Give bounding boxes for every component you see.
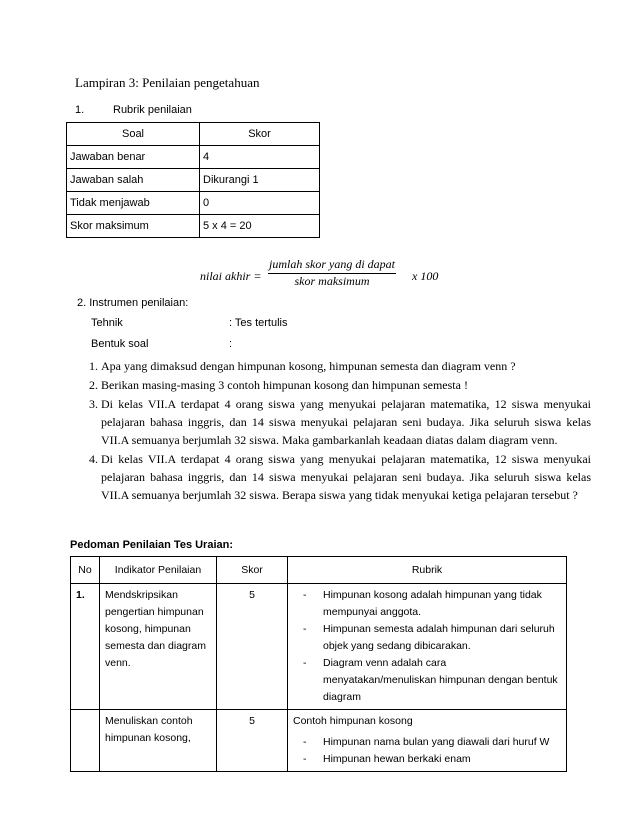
pedoman-cell-rubrik	[288, 710, 567, 772]
table-row	[67, 215, 320, 238]
formula-fraction	[268, 257, 396, 289]
list-item: - Himpunan nama bulan yang diawali dari huruf W	[293, 734, 561, 751]
rubrik-cell-soal: Skor maksimum	[67, 215, 200, 238]
list-item: 2. Berikan masing-masing 3 contoh himpunan kosong dan himpunan semesta !	[101, 376, 591, 394]
formula-rhs: x 100	[412, 269, 439, 283]
page-heading: Lampiran 3: Penilaian pengetahuan	[75, 75, 260, 90]
pedoman-cell-skor: 5	[217, 584, 288, 710]
rubrik-intro: Contoh himpunan kosong	[293, 715, 413, 727]
table-row	[67, 192, 320, 215]
rubrik-header-soal: Soal	[67, 123, 200, 146]
table-row	[71, 584, 567, 710]
pedoman-header-indikator: Indikator Penilaian	[100, 557, 217, 584]
pedoman-title: Pedoman Penilaian Tes Uraian:	[70, 539, 234, 551]
rubrik-cell-soal: Jawaban benar	[67, 146, 200, 169]
rubrik-cell-skor: 5 x 4 = 20	[200, 215, 320, 238]
pedoman-cell-indikator: Menuliskan contoh himpunan kosong,	[100, 710, 217, 772]
pedoman-header-skor: Skor	[217, 557, 288, 584]
table-row	[71, 710, 567, 772]
pedoman-cell-indikator: Mendskripsikan pengertian himpunan kosong, himpunan semesta dan diagram venn.	[100, 584, 217, 710]
pedoman-cell-no: 1.	[71, 584, 100, 710]
pedoman-header-row	[71, 557, 567, 584]
list-item: 1. Apa yang dimaksud dengan himpunan kosong, himpunan semesta dan diagram venn ?	[101, 357, 591, 375]
pedoman-cell-skor: 5	[217, 710, 288, 772]
rubrik-list	[293, 734, 561, 768]
bentuk-soal-line	[91, 338, 232, 350]
pedoman-header-rubrik: Rubrik	[288, 557, 567, 584]
formula-lhs: nilai akhir =	[200, 269, 262, 283]
pedoman-header-no: No	[71, 557, 100, 584]
pedoman-cell-rubrik	[288, 584, 567, 710]
list-item: - Himpunan kosong adalah himpunan yang tidak mempunyai anggota.	[293, 587, 561, 621]
section-1-label: Rubrik penilaian	[113, 104, 192, 116]
list-item: 3. Di kelas VII.A terdapat 4 orang siswa yang menyukai pelajaran matematika, 12 siswa menyukai pelajaran bahasa inggris, dan 14 siswa menyukai pelajaran seni budaya. Jika seluruh siswa kelas VII.A semuanya berjumlah 32 siswa. Maka gambarkanlah keadaan diatas dalam diagram venn.	[101, 395, 591, 449]
formula-numerator: jumlah skor yang di dapat	[268, 257, 396, 274]
tehnik-label: Tehnik	[91, 317, 123, 329]
rubrik-cell-soal: Tidak menjawab	[67, 192, 200, 215]
question-list	[71, 357, 591, 505]
section-1-number: 1.	[75, 104, 85, 116]
rubrik-header-row	[67, 123, 320, 146]
rubrik-cell-skor: Dikurangi 1	[200, 169, 320, 192]
list-item: - Diagram venn adalah cara menyatakan/menuliskan himpunan dengan bentuk diagram	[293, 655, 561, 706]
pedoman-table	[70, 556, 567, 772]
rubrik-cell-soal: Jawaban salah	[67, 169, 200, 192]
rubrik-header-skor: Skor	[200, 123, 320, 146]
bentuk-soal-value: :	[229, 338, 233, 350]
rubrik-cell-skor: 4	[200, 146, 320, 169]
tehnik-value: : Tes tertulis	[229, 317, 288, 329]
section-2-title: 2. Instrumen penilaian:	[77, 297, 189, 309]
rubrik-table	[66, 122, 320, 238]
pedoman-cell-no	[71, 710, 100, 772]
list-item: - Himpunan semesta adalah himpunan dari seluruh objek yang sedang dibicarakan.	[293, 621, 561, 655]
rubrik-cell-skor: 0	[200, 192, 320, 215]
list-item: - Himpunan hewan berkaki enam	[293, 751, 561, 768]
rubrik-list	[293, 587, 561, 706]
bentuk-soal-label: Bentuk soal	[91, 338, 149, 350]
formula-denominator: skor maksimum	[294, 274, 370, 288]
table-row	[67, 146, 320, 169]
list-item: 4. Di kelas VII.A terdapat 4 orang siswa yang menyukai pelajaran matematika, 12 siswa menyukai pelajaran bahasa inggris, dan 14 siswa menyukai pelajaran seni budaya. Jika seluruh siswa kelas VII.A semuanya berjumlah 32 siswa. Berapa siswa yang tidak menyukai ketiga pelajaran tersebut ?	[101, 450, 591, 504]
table-row	[67, 169, 320, 192]
section-1-title	[75, 104, 192, 116]
tehnik-line	[91, 317, 288, 329]
